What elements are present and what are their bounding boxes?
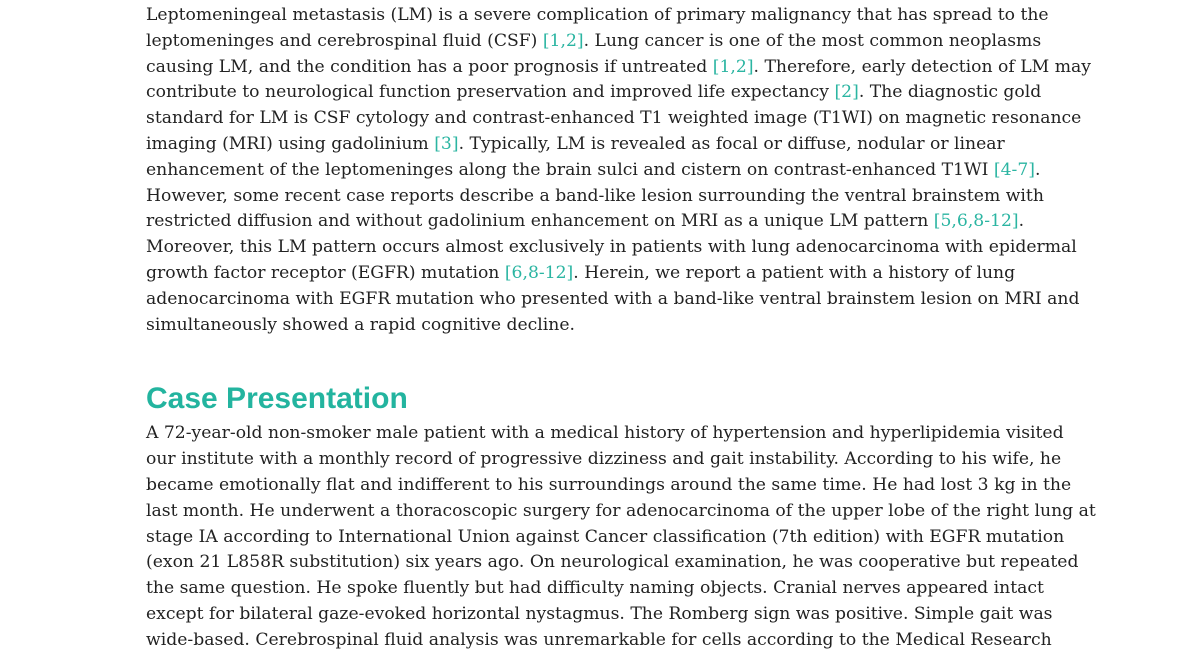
text-run: growth factor receptor (EGFR) mutation bbox=[146, 262, 505, 283]
text-run: . bbox=[1035, 159, 1041, 180]
citation-link[interactable]: [3] bbox=[434, 133, 459, 154]
text-run: last month. He underwent a thoracoscopic surgery for adenocarcinoma of the upper lobe of the right lung at bbox=[146, 500, 1096, 521]
section-heading-case-presentation: Case Presentation bbox=[146, 382, 408, 416]
text-line bbox=[146, 29, 1046, 55]
text-line bbox=[146, 313, 1046, 339]
citation-link[interactable]: [5,6,8-12] bbox=[933, 211, 1019, 232]
text-run: simultaneously showed a rapid cognitive decline. bbox=[146, 314, 575, 335]
text-line bbox=[146, 184, 1046, 210]
citation-link[interactable]: [1,2] bbox=[542, 30, 584, 51]
text-line bbox=[146, 525, 1065, 551]
text-run: adenocarcinoma with EGFR mutation who presented with a band-like ventral brainstem lesion on MRI and bbox=[146, 288, 1080, 309]
text-line bbox=[146, 287, 1080, 313]
text-run: Moreover, this LM pattern occurs almost exclusively in patients with lung adenocarcinoma with epidermal bbox=[146, 237, 1077, 258]
text-run: causing LM, and the condition has a poor prognosis if untreated bbox=[146, 56, 713, 77]
text-run: . Therefore, early detection of LM may bbox=[753, 56, 1091, 77]
text-run: . bbox=[1018, 211, 1025, 232]
text-line bbox=[146, 55, 1091, 81]
text-line bbox=[146, 576, 1046, 602]
text-line bbox=[146, 132, 1046, 158]
text-run: A 72-year-old non-smoker male patient with a medical history of hypertension and hyperlipidemia visited bbox=[146, 423, 1064, 444]
text-run: standard for LM is CSF cytology and contrast-enhanced T1 weighted image (T1WI) on magnetic resonance bbox=[146, 108, 1082, 129]
text-run: our institute with a monthly record of progressive dizziness and gait instability. According to his wife, he bbox=[146, 449, 1062, 470]
text-run: . Lung cancer is one of the most common neoplasms bbox=[583, 30, 1042, 51]
text-run: Leptomeningeal metastasis (LM) is a severe complication of primary malignancy that has spread to the bbox=[146, 5, 1049, 25]
text-line bbox=[146, 3, 1049, 29]
text-line bbox=[146, 473, 1072, 499]
text-line bbox=[146, 628, 1052, 654]
text-run: . The diagnostic gold bbox=[858, 82, 1042, 103]
text-line bbox=[146, 235, 1077, 261]
citation-link[interactable]: [4-7] bbox=[993, 159, 1035, 180]
citation-link[interactable]: [1,2] bbox=[712, 56, 754, 77]
text-line bbox=[146, 209, 1046, 235]
text-line bbox=[146, 80, 1046, 106]
text-run: stage IA according to International Union against Cancer classification (7th edition) with EGFR mutation bbox=[146, 526, 1065, 547]
introduction-paragraph bbox=[146, 3, 1091, 338]
text-run: . Herein, we report a patient with a history of lung bbox=[573, 262, 1016, 283]
text-line bbox=[146, 550, 1079, 576]
text-line bbox=[146, 447, 1062, 473]
text-run: restricted diffusion and without gadolinium enhancement on MRI as a unique LM pattern bbox=[146, 211, 934, 232]
text-line bbox=[146, 421, 1064, 447]
text-line bbox=[146, 158, 1046, 184]
citation-link[interactable]: [2] bbox=[834, 82, 859, 103]
case-presentation-paragraph bbox=[146, 421, 1096, 653]
text-line bbox=[146, 602, 1053, 628]
text-run: imaging (MRI) using gadolinium bbox=[146, 133, 435, 154]
article-content bbox=[146, 3, 1096, 654]
text-run: the same question. He spoke fluently but had difficulty naming objects. Cranial nerves appeared intact bbox=[146, 578, 1044, 599]
text-run: became emotionally flat and indifferent to his surroundings around the same time. He had lost 3 kg in the bbox=[146, 474, 1072, 495]
text-run: wide-based. Cerebrospinal fluid analysis was unremarkable for cells according to the Medical Research bbox=[146, 629, 1052, 650]
text-run: leptomeninges and cerebrospinal fluid (CSF) bbox=[146, 30, 543, 51]
text-run: except for bilateral gaze-evoked horizontal nystagmus. The Romberg sign was positive. Simple gait was bbox=[146, 603, 1053, 624]
text-run: enhancement of the leptomeninges along the brain sulci and cistern on contrast-enhanced T1WI bbox=[146, 159, 994, 180]
text-run: . Typically, LM is revealed as focal or diffuse, nodular or linear bbox=[458, 133, 1005, 154]
text-run: contribute to neurological function preservation and improved life expectancy bbox=[146, 82, 835, 103]
citation-link[interactable]: [6,8-12] bbox=[504, 262, 574, 283]
text-run: (exon 21 L858R substitution) six years ago. On neurological examination, he was cooperative but repeated bbox=[146, 552, 1079, 573]
text-line bbox=[146, 499, 1096, 525]
text-line bbox=[146, 261, 1046, 287]
text-run: However, some recent case reports describe a band-like lesion surrounding the ventral brainstem with bbox=[146, 185, 1044, 206]
text-line bbox=[146, 106, 1082, 132]
